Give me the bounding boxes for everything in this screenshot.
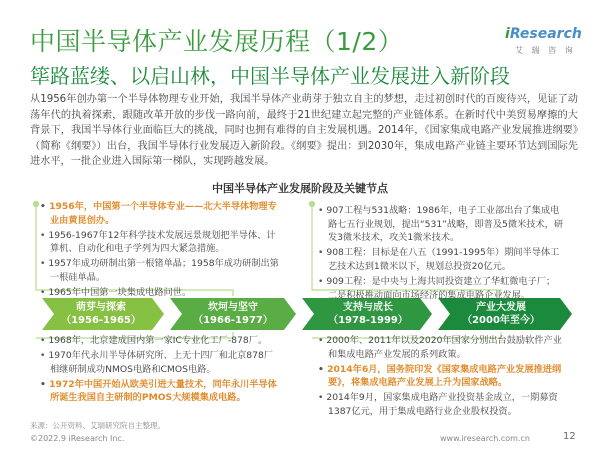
stage-1-events <box>40 200 280 301</box>
logo-tagline: 艾 瑞 咨 询 <box>515 46 576 55</box>
stage-years: （1978-1999） <box>328 315 408 326</box>
timeline-event: • 2014年9月，国家集成电路产业投资基金成立，一期募资1387亿元，用于集成电路行业企业股权投资。 <box>318 391 568 418</box>
timeline-event: • 1965年中国第一块集成电路问世。 <box>40 286 280 300</box>
stage-years: （2000年至今） <box>462 315 540 326</box>
timeline-event: • 1972年中国开始从欧美引进大量技术，同年永川半导体所诞生我国自主研制的PMOS大规模集成电路。 <box>40 378 280 405</box>
logo-wordmark: iResearch <box>505 26 582 42</box>
stage-3-events <box>318 204 564 304</box>
timeline-event: • 1968年，北京建成国内第一家IC专业化工厂-878厂。 <box>40 334 280 348</box>
bracket-dot <box>34 202 39 207</box>
stage-name: 支持与成长 <box>343 302 393 313</box>
stage-label-1 <box>50 298 152 330</box>
timeline-event: • 907工程与531战略：1986年，电子工业部出台了集成电路七五行业规划，提出“531”战略，即普及5微米技术，研发3微米技术，攻关1微米技术。 <box>318 204 564 245</box>
stage-label-4 <box>446 298 556 330</box>
footer-website: www.iresearch.com.cn <box>440 434 530 443</box>
iresearch-logo <box>497 24 582 60</box>
timeline-event: • 1956年，中国第一个半导体专业——北大半导体物理专业由黄昆创办。 <box>40 200 280 227</box>
stage-4-events <box>318 334 568 420</box>
timeline-event: • 2000年、2011年以及2020年国家分别出台鼓励软件产业和集成电路产业发展的系列政策。 <box>318 334 568 361</box>
page-subtitle: 筚路蓝缕、以启山林，中国半导体产业发展进入新阶段 <box>30 64 510 88</box>
stage-label-3 <box>316 298 420 330</box>
footer-copyright: ©2022.9 iResearch Inc. <box>30 434 125 443</box>
timeline-event: • 1957年成功研制出第一根锗单晶；1958年成功研制出第一根硅单晶。 <box>40 257 280 284</box>
intro-paragraph: 从1956年创办第一个半导体物理专业开始，我国半导体产业萌芽于独立自主的梦想，走过初创时代的百废待兴，见证了动荡年代的执着探索，跟随改革开放的步伐一路向前，最终于21世纪建立起完整的产业链体系。在新时代中美贸易摩擦的大背景下，我国半导体行业面临巨大的挑战，同时也拥有难得的自主发展机遇。2014年，《国家集成电路产业发展推进纲要》（简称《纲要》）出台，我国半导体行业发展迈入新阶段。《纲要》提出：到2030年，集成电路产业链主要环节达到国际先进水平，一批企业进入国际第一梯队，实现跨越发展。 <box>30 94 578 168</box>
page-number: 12 <box>563 431 576 442</box>
timeline-event: • 908工程：目标是在八五（1991-1995年）期间半导体工艺技术达到1微米以下，规划总投资20亿元。 <box>318 246 564 273</box>
timeline-event: • 1956-1967年12年科学技术发展远景规划把半导体、计算机、自动化和电子学列为四大紧急措施。 <box>40 229 280 256</box>
stage-label-2 <box>182 298 284 330</box>
page-title: 中国半导体产业发展历程（1/2） <box>30 27 404 56</box>
stage-years: （1966-1977） <box>193 315 273 326</box>
bracket-dot <box>310 202 315 207</box>
stage-name: 产业大发展 <box>476 302 526 313</box>
stage-2-events <box>40 334 280 406</box>
section-title: 中国半导体产业发展阶段及关键节点 <box>212 182 388 195</box>
stage-name: 萌芽与探索 <box>76 302 126 313</box>
stage-years: （1956-1965） <box>61 315 141 326</box>
timeline-event: • 2014年6月，国务院印发《国家集成电路产业发展推进纲要》，将集成电路产业发展上升为国家战略。 <box>318 363 568 390</box>
timeline-event: • 1970年代永川半导体研究所、上无十四厂和北京878厂相继研制成功NMOS电路和CMOS电路。 <box>40 349 280 376</box>
timeline-event: • 909工程：是中央与上海共同投资建立了华虹微电子厂；二是积极推动面向市场经济的集成电路企业发展。 <box>318 275 564 302</box>
source-note: 来源：公开资料、艾瑞研究院自主整理。 <box>30 421 165 430</box>
stage-name: 坎坷与坚守 <box>208 302 258 313</box>
